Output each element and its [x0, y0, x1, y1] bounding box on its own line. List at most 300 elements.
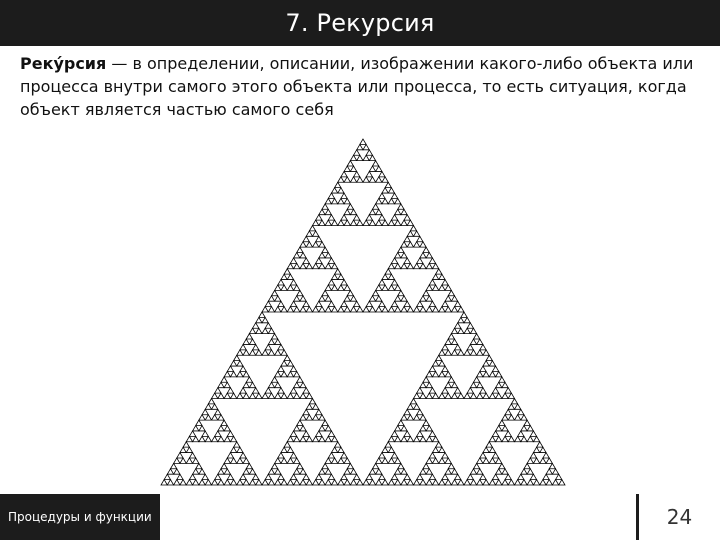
sierpinski-cell: [316, 431, 322, 436]
sierpinski-cell: [347, 290, 353, 295]
sierpinski-cell: [505, 409, 511, 414]
sierpinski-cell: [350, 155, 356, 160]
sierpinski-cell: [331, 188, 337, 193]
sierpinski-cell: [193, 426, 199, 431]
sierpinski-cell: [436, 269, 442, 274]
sierpinski-cell: [379, 474, 385, 479]
sierpinski-cell: [382, 177, 388, 182]
sierpinski-cell: [395, 436, 401, 441]
sierpinski-cell: [319, 220, 325, 225]
sierpinski-cell: [388, 220, 394, 225]
sierpinski-cell: [439, 307, 445, 312]
sierpinski-cell: [508, 404, 514, 409]
sierpinski-cell: [401, 296, 407, 301]
sierpinski-cell: [271, 334, 277, 339]
sierpinski-cell: [395, 209, 401, 214]
sierpinski-cell: [489, 458, 495, 463]
sierpinski-cell: [316, 258, 322, 263]
sierpinski-cell: [426, 436, 432, 441]
sierpinski-cell: [442, 474, 448, 479]
sierpinski-cell: [477, 480, 483, 485]
sierpinski-cell: [423, 247, 429, 252]
sierpinski-cell: [448, 463, 454, 468]
sierpinski-cell: [445, 382, 451, 387]
sierpinski-cell: [205, 404, 211, 409]
sierpinski-cell: [331, 436, 337, 441]
sierpinski-cell: [199, 469, 205, 474]
sierpinski-cell: [249, 382, 255, 387]
sierpinski-cell: [167, 469, 173, 474]
sierpinski-cell: [268, 393, 274, 398]
sierpinski-triangle-image: [160, 138, 566, 486]
definition-paragraph: [20, 52, 700, 121]
sierpinski-cell: [483, 350, 489, 355]
sierpinski-cell: [521, 436, 527, 441]
sierpinski-cell: [527, 480, 533, 485]
sierpinski-cell: [230, 393, 236, 398]
sierpinski-cell: [265, 474, 271, 479]
sierpinski-cell: [511, 399, 517, 404]
sierpinski-cell: [439, 371, 445, 376]
sierpinski-cell: [322, 463, 328, 468]
sierpinski-cell: [350, 480, 356, 485]
sierpinski-cell: [429, 453, 435, 458]
sierpinski-cell: [420, 426, 426, 431]
sierpinski-cell: [253, 474, 259, 479]
sierpinski-cell: [338, 285, 344, 290]
sierpinski-cell: [445, 296, 451, 301]
sierpinski-cell: [313, 263, 319, 268]
sierpinski-cell: [177, 474, 183, 479]
sierpinski-cell: [502, 469, 508, 474]
sierpinski-cell: [363, 177, 369, 182]
sierpinski-cell: [319, 242, 325, 247]
sierpinski-cell: [294, 253, 300, 258]
sierpinski-cell: [455, 388, 461, 393]
sierpinski-cell: [335, 269, 341, 274]
sierpinski-cell: [300, 436, 306, 441]
sierpinski-cell: [338, 458, 344, 463]
sierpinski-cell: [420, 263, 426, 268]
sierpinski-cell: [224, 469, 230, 474]
sierpinski-cell: [426, 382, 432, 387]
sierpinski-cell: [281, 307, 287, 312]
sierpinski-cell: [439, 393, 445, 398]
sierpinski-cell: [344, 166, 350, 171]
sierpinski-cell: [240, 344, 246, 349]
sierpinski-cell: [249, 328, 255, 333]
sierpinski-cell: [268, 382, 274, 387]
sierpinski-cell: [313, 436, 319, 441]
sierpinski-cell: [335, 182, 341, 187]
sierpinski-cell: [429, 388, 435, 393]
sierpinski-cell: [278, 301, 284, 306]
sierpinski-cell: [404, 215, 410, 220]
sierpinski-cell: [391, 193, 397, 198]
sierpinski-cell: [407, 307, 413, 312]
sierpinski-cell: [253, 344, 259, 349]
sierpinski-cell: [508, 480, 514, 485]
sierpinski-cell: [417, 474, 423, 479]
sierpinski-cell: [483, 393, 489, 398]
sierpinski-cell: [306, 436, 312, 441]
sierpinski-cell: [196, 420, 202, 425]
sierpinski-cell: [404, 431, 410, 436]
sierpinski-cell: [313, 242, 319, 247]
sierpinski-cell: [502, 426, 508, 431]
sierpinski-cell: [391, 431, 397, 436]
sierpinski-cell: [331, 480, 337, 485]
sierpinski-cell: [331, 274, 337, 279]
sierpinski-cell: [240, 366, 246, 371]
sierpinski-cell: [183, 442, 189, 447]
sierpinski-cell: [290, 431, 296, 436]
sierpinski-cell: [382, 285, 388, 290]
sierpinski-cell: [212, 404, 218, 409]
sierpinski-cell: [376, 296, 382, 301]
sierpinski-cell: [357, 220, 363, 225]
sierpinski-cell: [489, 436, 495, 441]
sierpinski-cell: [325, 209, 331, 214]
sierpinski-cell: [300, 382, 306, 387]
sierpinski-cell: [256, 480, 262, 485]
sierpinski-cell: [230, 371, 236, 376]
sierpinski-cell: [502, 436, 508, 441]
sierpinski-cell: [515, 480, 521, 485]
sierpinski-cell: [420, 480, 426, 485]
sierpinski-cell: [518, 431, 524, 436]
sierpinski-cell: [477, 469, 483, 474]
sierpinski-cell: [451, 339, 457, 344]
sierpinski-cell: [294, 296, 300, 301]
sierpinski-cell: [347, 463, 353, 468]
sierpinski-cell: [224, 480, 230, 485]
sierpinski-cell: [369, 469, 375, 474]
sierpinski-cell: [306, 231, 312, 236]
sierpinski-cell: [215, 409, 221, 414]
sierpinski-cell: [331, 447, 337, 452]
sierpinski-cell: [530, 474, 536, 479]
sierpinski-cell: [537, 442, 543, 447]
sierpinski-cell: [483, 447, 489, 452]
sierpinski-cell: [395, 263, 401, 268]
sierpinski-cell: [401, 426, 407, 431]
sierpinski-cell: [445, 393, 451, 398]
sierpinski-cell: [439, 285, 445, 290]
sierpinski-cell: [376, 177, 382, 182]
sierpinski-cell: [303, 409, 309, 414]
sierpinski-cell: [423, 463, 429, 468]
sierpinski-cell: [369, 155, 375, 160]
sierpinski-cell: [275, 480, 281, 485]
sierpinski-cell: [294, 382, 300, 387]
sierpinski-cell: [420, 469, 426, 474]
sierpinski-cell: [287, 274, 293, 279]
sierpinski-cell: [432, 447, 438, 452]
sierpinski-cell: [432, 371, 438, 376]
sierpinski-cell: [344, 307, 350, 312]
sierpinski-cell: [161, 480, 167, 485]
sierpinski-cell: [442, 344, 448, 349]
sierpinski-cell: [331, 307, 337, 312]
sierpinski-cell: [322, 420, 328, 425]
sierpinski-cell: [344, 198, 350, 203]
sierpinski-cell: [470, 393, 476, 398]
sierpinski-cell: [426, 371, 432, 376]
sierpinski-cell: [325, 426, 331, 431]
sierpinski-cell: [401, 253, 407, 258]
sierpinski-cell: [193, 458, 199, 463]
sierpinski-cell: [445, 285, 451, 290]
sierpinski-cell: [448, 334, 454, 339]
sierpinski-cell: [300, 480, 306, 485]
sierpinski-cell: [470, 382, 476, 387]
sierpinski-cell: [369, 209, 375, 214]
sierpinski-cell: [369, 177, 375, 182]
sierpinski-cell: [186, 480, 192, 485]
sierpinski-cell: [395, 220, 401, 225]
sierpinski-cell: [328, 280, 334, 285]
sierpinski-cell: [499, 377, 505, 382]
sierpinski-cell: [256, 317, 262, 322]
sierpinski-cell: [350, 296, 356, 301]
sierpinski-cell: [426, 480, 432, 485]
sierpinski-cell: [350, 469, 356, 474]
sierpinski-cell: [265, 344, 271, 349]
sierpinski-cell: [395, 198, 401, 203]
sierpinski-cell: [180, 458, 186, 463]
sierpinski-cell: [489, 480, 495, 485]
sierpinski-cell: [426, 458, 432, 463]
sierpinski-cell: [382, 458, 388, 463]
sierpinski-cell: [335, 442, 341, 447]
sierpinski-cell: [508, 436, 514, 441]
sierpinski-cell: [458, 350, 464, 355]
sierpinski-cell: [414, 242, 420, 247]
sierpinski-cell: [388, 188, 394, 193]
sierpinski-cell: [275, 339, 281, 344]
sierpinski-cell: [477, 393, 483, 398]
sierpinski-cell: [294, 263, 300, 268]
sierpinski-cell: [451, 296, 457, 301]
sierpinski-cell: [407, 436, 413, 441]
sierpinski-cell: [379, 193, 385, 198]
sierpinski-cell: [458, 328, 464, 333]
sierpinski-cell: [303, 301, 309, 306]
sierpinski-cell: [328, 301, 334, 306]
sierpinski-cell: [294, 285, 300, 290]
sierpinski-cell: [338, 220, 344, 225]
sierpinski-cell: [451, 469, 457, 474]
sierpinski-cell: [268, 307, 274, 312]
sierpinski-cell: [439, 480, 445, 485]
sierpinski-cell: [259, 312, 265, 317]
sierpinski-cell: [521, 469, 527, 474]
sierpinski-cell: [268, 296, 274, 301]
sierpinski-cell: [376, 209, 382, 214]
sierpinski-cell: [382, 220, 388, 225]
sierpinski-cell: [224, 458, 230, 463]
sierpinski-cell: [268, 350, 274, 355]
sierpinski-cell: [357, 155, 363, 160]
sierpinski-cell: [489, 447, 495, 452]
sierpinski-cell: [483, 480, 489, 485]
sierpinski-cell: [325, 263, 331, 268]
sierpinski-cell: [243, 469, 249, 474]
sierpinski-cell: [543, 474, 549, 479]
sierpinski-cell: [325, 285, 331, 290]
sierpinski-cell: [249, 350, 255, 355]
sierpinski-cell: [423, 420, 429, 425]
sierpinski-cell: [423, 377, 429, 382]
sierpinski-cell: [395, 458, 401, 463]
sierpinski-cell: [556, 474, 562, 479]
sierpinski-cell: [325, 307, 331, 312]
sierpinski-cell: [199, 480, 205, 485]
sierpinski-cell: [398, 420, 404, 425]
sierpinski-cell: [546, 480, 552, 485]
sierpinski-cell: [224, 393, 230, 398]
sierpinski-cell: [451, 328, 457, 333]
sierpinski-cell: [341, 301, 347, 306]
sierpinski-cell: [414, 436, 420, 441]
sierpinski-cell: [167, 480, 173, 485]
sierpinski-cell: [439, 458, 445, 463]
sierpinski-cell: [215, 474, 221, 479]
sierpinski-cell: [470, 469, 476, 474]
definition-term: Реку́рсия: [20, 54, 107, 73]
sierpinski-cell: [391, 280, 397, 285]
sierpinski-cell: [401, 242, 407, 247]
sierpinski-cell: [227, 366, 233, 371]
sierpinski-cell: [391, 215, 397, 220]
sierpinski-cell: [502, 415, 508, 420]
sierpinski-cell: [505, 474, 511, 479]
sierpinski-cell: [524, 463, 530, 468]
sierpinski-cell: [442, 301, 448, 306]
sierpinski-cell: [354, 215, 360, 220]
sierpinski-cell: [480, 388, 486, 393]
sierpinski-cell: [439, 274, 445, 279]
sierpinski-cell: [372, 463, 378, 468]
sierpinski-cell: [527, 469, 533, 474]
sierpinski-cell: [372, 161, 378, 166]
sierpinski-cell: [366, 171, 372, 176]
sierpinski-cell: [442, 280, 448, 285]
sierpinski-cell: [420, 307, 426, 312]
sierpinski-cell: [341, 193, 347, 198]
sierpinski-cell: [420, 242, 426, 247]
sierpinski-cell: [319, 253, 325, 258]
sierpinski-cell: [455, 323, 461, 328]
sierpinski-cell: [439, 361, 445, 366]
sierpinski-cell: [445, 371, 451, 376]
sierpinski-cell: [549, 463, 555, 468]
sierpinski-cell: [290, 388, 296, 393]
sierpinski-cell: [297, 247, 303, 252]
sierpinski-cell: [420, 415, 426, 420]
sierpinski-cell: [300, 426, 306, 431]
sierpinski-cell: [341, 453, 347, 458]
sierpinski-cell: [429, 280, 435, 285]
sierpinski-cell: [458, 317, 464, 322]
sierpinski-cell: [546, 458, 552, 463]
sierpinski-cell: [281, 350, 287, 355]
sierpinski-cell: [319, 307, 325, 312]
sierpinski-cell: [300, 253, 306, 258]
sierpinski-cell: [414, 307, 420, 312]
sierpinski-cell: [357, 144, 363, 149]
sierpinski-cell: [177, 453, 183, 458]
sierpinski-cell: [432, 274, 438, 279]
sierpinski-cell: [473, 463, 479, 468]
sierpinski-cell: [486, 442, 492, 447]
sierpinski-cell: [240, 453, 246, 458]
sierpinski-cell: [347, 161, 353, 166]
sierpinski-cell: [391, 474, 397, 479]
sierpinski-cell: [467, 474, 473, 479]
sierpinski-cell: [243, 458, 249, 463]
sierpinski-cell: [186, 436, 192, 441]
sierpinski-cell: [212, 436, 218, 441]
sierpinski-cell: [316, 409, 322, 414]
sierpinski-cell: [480, 474, 486, 479]
sierpinski-cell: [230, 447, 236, 452]
sierpinski-cell: [360, 139, 366, 144]
sierpinski-cell: [344, 177, 350, 182]
sierpinski-cell: [382, 480, 388, 485]
sierpinski-cell: [467, 344, 473, 349]
sierpinski-cell: [458, 393, 464, 398]
sierpinski-cell: [325, 198, 331, 203]
sierpinski-cell: [338, 198, 344, 203]
sierpinski-cell: [221, 420, 227, 425]
sierpinski-cell: [379, 215, 385, 220]
sierpinski-cell: [442, 388, 448, 393]
sierpinski-cell: [451, 307, 457, 312]
sierpinski-cell: [294, 426, 300, 431]
sierpinski-cell: [369, 220, 375, 225]
sierpinski-cell: [325, 458, 331, 463]
sierpinski-cell: [174, 458, 180, 463]
sierpinski-cell: [407, 242, 413, 247]
sierpinski-cell: [376, 307, 382, 312]
definition-text: — в определении, описании, изображении какого-либо объекта или процесса внутри самого этого объекта или процесса, то есть ситуация, когда объект является частью самого себя: [20, 54, 694, 119]
sierpinski-cell: [268, 469, 274, 474]
sierpinski-cell: [401, 263, 407, 268]
sierpinski-cell: [357, 480, 363, 485]
sierpinski-cell: [432, 436, 438, 441]
sierpinski-cell: [341, 171, 347, 176]
sierpinski-cell: [275, 296, 281, 301]
sierpinski-cell: [477, 339, 483, 344]
sierpinski-cell: [240, 388, 246, 393]
sierpinski-cell: [417, 409, 423, 414]
sierpinski-cell: [432, 307, 438, 312]
sierpinski-cell: [306, 307, 312, 312]
sierpinski-cell: [230, 458, 236, 463]
sierpinski-cell: [319, 426, 325, 431]
sierpinski-cell: [275, 393, 281, 398]
sierpinski-cell: [382, 274, 388, 279]
sierpinski-cell: [410, 399, 416, 404]
sierpinski-cell: [363, 144, 369, 149]
sierpinski-cell: [249, 480, 255, 485]
sierpinski-cell: [306, 415, 312, 420]
sierpinski-cell: [426, 263, 432, 268]
sierpinski-cell: [275, 285, 281, 290]
sierpinski-cell: [262, 393, 268, 398]
